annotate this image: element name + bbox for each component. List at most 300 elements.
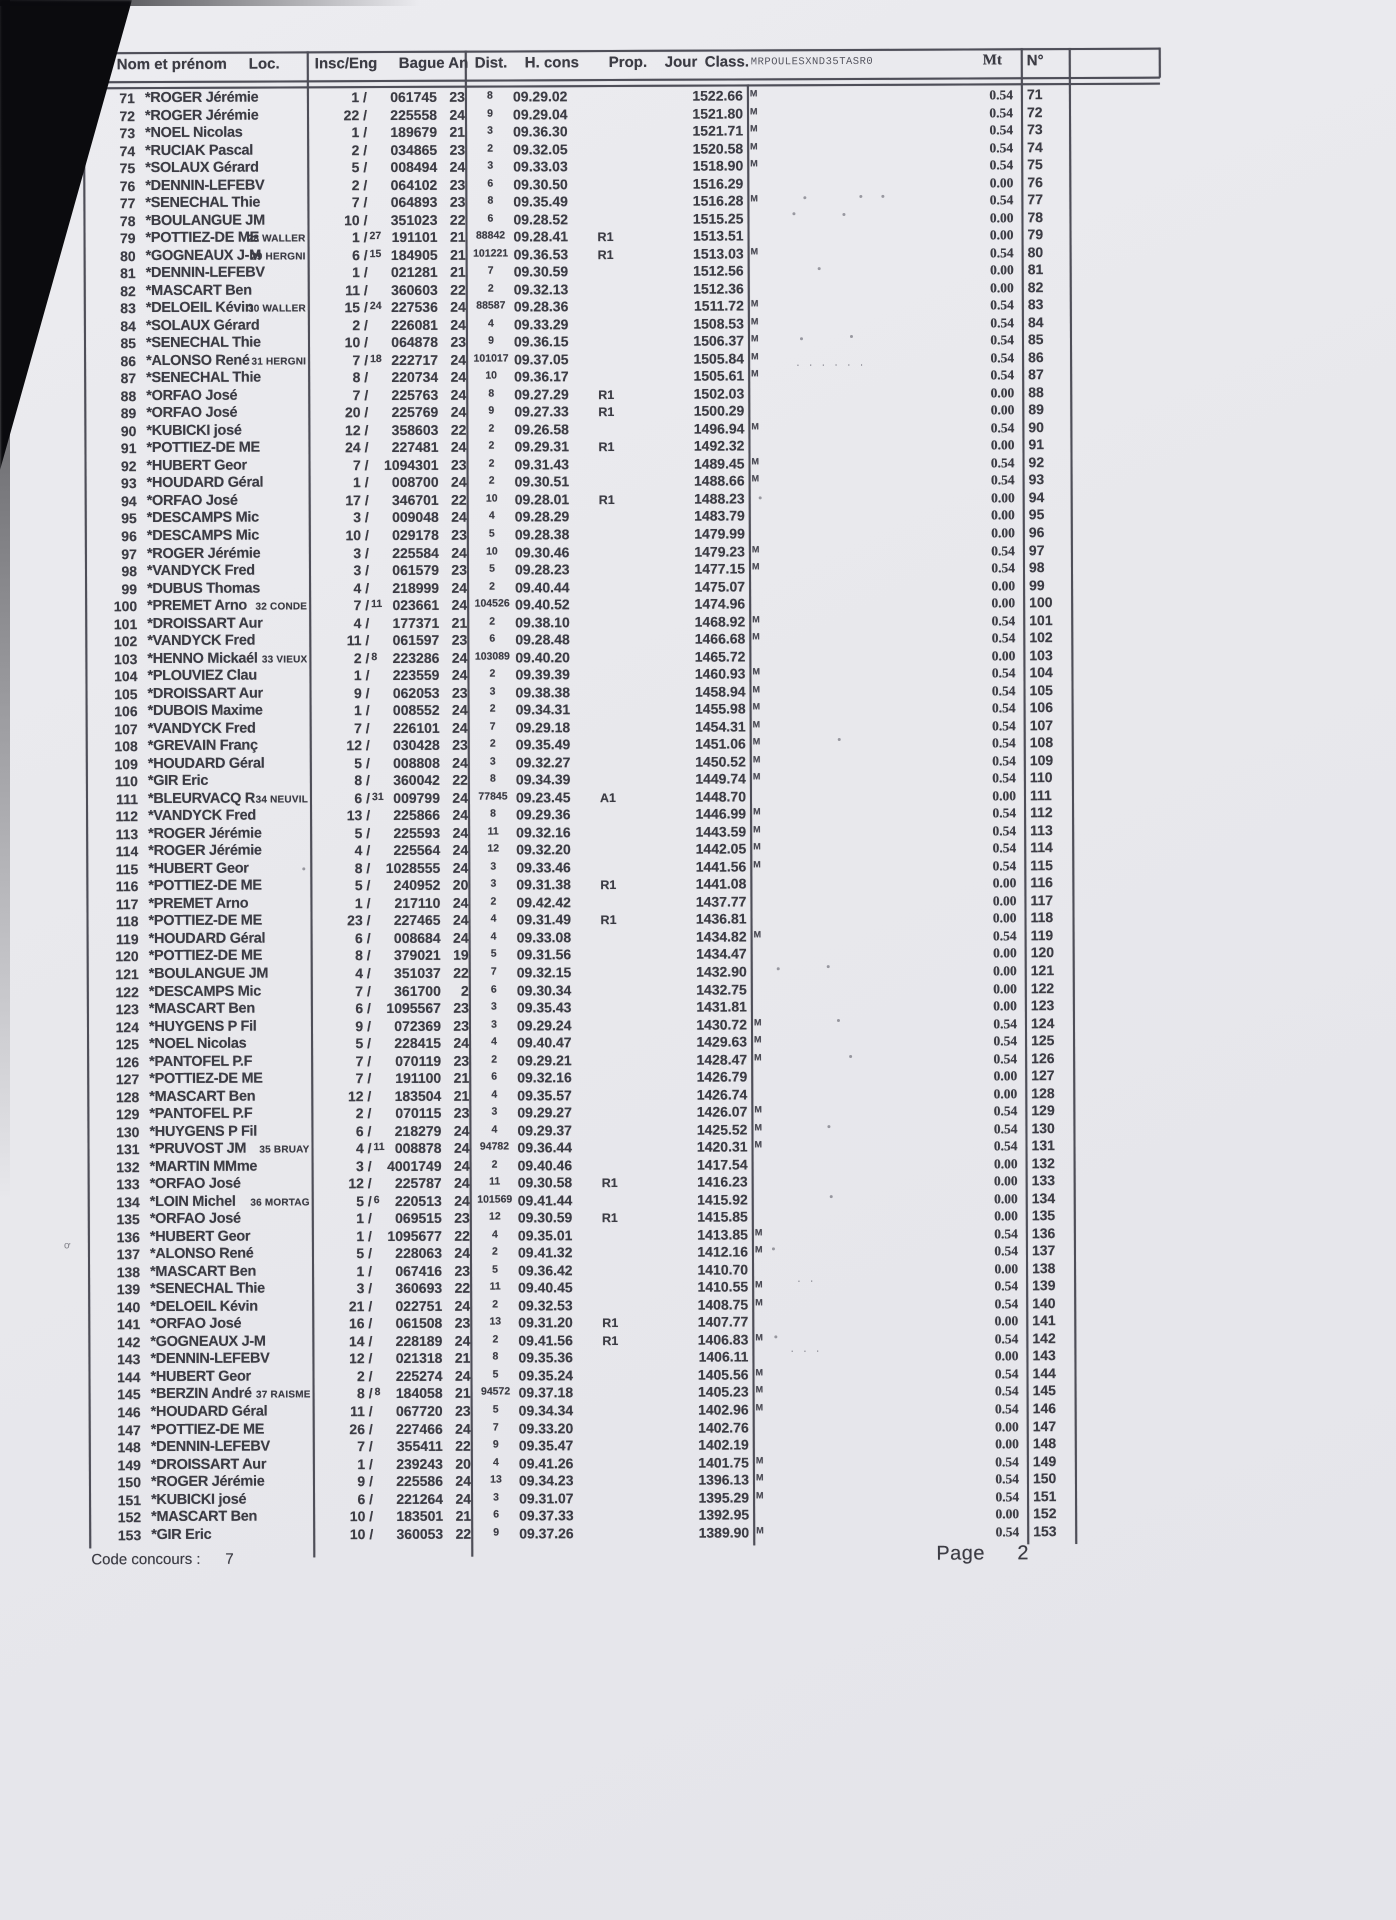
entered-count: 10 / bbox=[344, 334, 369, 351]
fancier-name: *HUYGENS P Fil bbox=[148, 1018, 257, 1035]
mt-amount: 0.00 bbox=[993, 1155, 1018, 1172]
mt-amount: 0.00 bbox=[994, 1208, 1018, 1224]
rank-cell: 138 bbox=[116, 1263, 141, 1281]
engaged-count-sup: 18 bbox=[370, 352, 382, 365]
speed-value: 1516.28 bbox=[692, 192, 744, 209]
distance-cell: 104526 bbox=[474, 597, 510, 610]
mt-amount: 0.00 bbox=[990, 385, 1015, 401]
ring-year: 20 bbox=[455, 1455, 471, 1472]
m-flag: M bbox=[751, 368, 759, 379]
distance-cell: 7 bbox=[489, 720, 496, 733]
fancier-name: *HUYGENS P Fil bbox=[149, 1123, 258, 1140]
ring-year: 23 bbox=[454, 1209, 470, 1226]
rank-cell: 71 bbox=[119, 90, 135, 107]
m-flag: M bbox=[754, 1051, 762, 1063]
m-flag: M bbox=[754, 1244, 763, 1255]
ring-number: 225787 bbox=[394, 1175, 442, 1192]
entered-count: 5 / bbox=[354, 754, 370, 771]
entered-count: 1 / bbox=[354, 894, 371, 912]
mt-amount: 0.00 bbox=[992, 893, 1017, 909]
ring-number: 184058 bbox=[395, 1385, 443, 1402]
distance-cell: 2 bbox=[491, 1053, 498, 1066]
ring-year: 23 bbox=[449, 141, 466, 158]
speed-value: 1483.79 bbox=[694, 507, 745, 525]
speed-value: 1513.51 bbox=[692, 227, 744, 244]
mt-amount: 0.54 bbox=[989, 122, 1014, 138]
m-flag: M bbox=[752, 613, 760, 625]
ring-year: 23 bbox=[449, 176, 466, 193]
ring-number: 225558 bbox=[390, 106, 438, 123]
distance-cell: 2 bbox=[488, 474, 495, 488]
clock-time: 09.27.33 bbox=[514, 403, 569, 420]
ring-number: 061579 bbox=[392, 561, 440, 579]
ring-year: 19 bbox=[453, 947, 469, 964]
rank-cell-right: 87 bbox=[1028, 366, 1044, 383]
m-flag: M bbox=[751, 561, 760, 572]
rank-cell-right: 110 bbox=[1029, 769, 1053, 786]
rank-cell: 137 bbox=[116, 1246, 141, 1263]
entered-count: 1 / bbox=[356, 1210, 372, 1227]
entered-count: 6 / bbox=[354, 930, 371, 947]
rank-cell-right: 100 bbox=[1029, 594, 1053, 611]
ring-number: 034865 bbox=[390, 141, 438, 158]
fancier-name: *VANDYCK Fred bbox=[146, 562, 255, 580]
clock-time: 09.31.07 bbox=[519, 1489, 574, 1507]
ring-year: 23 bbox=[453, 999, 469, 1016]
distance-cell: 2 bbox=[491, 1158, 498, 1171]
entered-count: 2 / bbox=[351, 176, 368, 193]
fancier-name: *ROGER Jérémie bbox=[144, 89, 259, 107]
speed-value: 1502.03 bbox=[693, 385, 745, 402]
clock-time: 09.37.26 bbox=[519, 1524, 574, 1542]
rank-cell: 88 bbox=[120, 387, 137, 405]
clock-time: 09.39.39 bbox=[515, 666, 570, 683]
distance-cell: 103089 bbox=[474, 650, 510, 663]
speed-value: 1468.92 bbox=[694, 613, 746, 630]
rank-cell-right: 89 bbox=[1028, 401, 1044, 418]
fancier-name: *PREMET Arno bbox=[148, 895, 249, 912]
ring-number: 021318 bbox=[395, 1350, 443, 1367]
ring-year: 24 bbox=[454, 1367, 471, 1384]
ring-number: 008878 bbox=[394, 1139, 442, 1157]
entered-count: 1 / bbox=[353, 702, 370, 719]
clock-time: 09.30.34 bbox=[516, 981, 572, 998]
clock-time: 09.35.49 bbox=[515, 736, 571, 753]
clock-time: 09.29.18 bbox=[515, 718, 571, 736]
rank-cell-right: 135 bbox=[1031, 1207, 1056, 1224]
rank-cell: 103 bbox=[113, 650, 138, 667]
ring-number: 225274 bbox=[395, 1367, 443, 1384]
mt-amount: 0.00 bbox=[995, 1418, 1019, 1434]
engaged-count-sup: 6 bbox=[373, 1193, 380, 1206]
entered-count: 6 / bbox=[354, 789, 371, 806]
distance-cell: 10 bbox=[485, 492, 498, 505]
ring-year: 22 bbox=[453, 964, 469, 981]
rank-cell-right: 144 bbox=[1032, 1365, 1056, 1382]
clock-time: 09.40.46 bbox=[517, 1156, 573, 1174]
entered-count: 1 / bbox=[356, 1262, 373, 1279]
clock-time: 09.32.53 bbox=[518, 1297, 573, 1314]
ring-number: 225593 bbox=[393, 824, 441, 841]
loc-cell: 35 BRUAY bbox=[259, 1144, 310, 1156]
rank-cell: 109 bbox=[114, 755, 138, 772]
rank-cell-right: 148 bbox=[1032, 1435, 1057, 1452]
prop-flag: R1 bbox=[602, 1333, 619, 1348]
speed-value: 1455.98 bbox=[694, 700, 746, 717]
mt-amount: 0.54 bbox=[991, 560, 1016, 576]
clock-time: 09.29.31 bbox=[514, 438, 569, 455]
mt-amount: 0.54 bbox=[995, 1488, 1020, 1504]
entered-count: 1 / bbox=[352, 264, 368, 281]
ring-number: 062053 bbox=[392, 684, 440, 701]
clock-time: 09.35.43 bbox=[516, 999, 572, 1016]
m-flag: M bbox=[755, 1402, 764, 1413]
mt-amount: 0.00 bbox=[991, 577, 1016, 593]
rank-cell-right: 73 bbox=[1027, 121, 1043, 138]
distance-cell: 2 bbox=[487, 142, 494, 155]
ring-year: 24 bbox=[452, 894, 469, 911]
fancier-name: *GREVAIN Franç bbox=[147, 737, 258, 755]
loc-cell: 32 CONDE bbox=[255, 601, 308, 613]
fancier-name: *DENNIN-LEFEBV bbox=[145, 177, 265, 194]
clock-time: 09.30.50 bbox=[513, 175, 568, 193]
rank-cell-right: 97 bbox=[1028, 541, 1045, 558]
distance-cell: 7 bbox=[492, 1421, 499, 1434]
entered-count: 9 / bbox=[357, 1473, 374, 1490]
mt-amount: 0.00 bbox=[991, 647, 1016, 664]
ring-number: 069515 bbox=[395, 1210, 442, 1227]
ring-year: 21 bbox=[454, 1385, 471, 1402]
mt-amount: 0.00 bbox=[993, 1068, 1018, 1084]
ring-number: 227465 bbox=[393, 912, 441, 929]
clock-time: 09.35.57 bbox=[517, 1086, 572, 1104]
ring-year: 24 bbox=[449, 106, 466, 123]
clock-time: 09.32.16 bbox=[516, 824, 571, 841]
rank-cell: 141 bbox=[116, 1316, 141, 1333]
speed-value: 1412.16 bbox=[697, 1243, 749, 1260]
ring-number: 225586 bbox=[396, 1472, 444, 1490]
speed-value: 1413.85 bbox=[697, 1226, 748, 1243]
speed-value: 1441.56 bbox=[695, 858, 747, 875]
clock-time: 09.28.23 bbox=[514, 561, 570, 578]
entered-count: 5 / bbox=[354, 877, 371, 894]
fancier-name: *VANDYCK Fred bbox=[148, 807, 256, 825]
speed-value: 1450.52 bbox=[695, 753, 746, 770]
ring-year: 24 bbox=[452, 859, 469, 876]
fancier-name: *SENECHAL Thie bbox=[145, 334, 261, 352]
mt-amount: 0.54 bbox=[990, 350, 1015, 366]
clock-time: 09.38.38 bbox=[515, 683, 571, 701]
mt-amount: 0.00 bbox=[994, 1261, 1019, 1277]
ring-year: 24 bbox=[454, 1244, 471, 1262]
mt-amount: 0.54 bbox=[991, 542, 1015, 558]
ring-year: 23 bbox=[450, 333, 467, 351]
ring-number: 008700 bbox=[391, 474, 439, 491]
mt-amount: 0.00 bbox=[994, 1348, 1019, 1364]
ring-year: 21 bbox=[450, 263, 466, 280]
rank-cell-right: 76 bbox=[1027, 173, 1043, 190]
entered-count: 10 / bbox=[344, 211, 368, 228]
ring-year: 21 bbox=[454, 1350, 471, 1367]
distance-cell: 2 bbox=[492, 1245, 498, 1258]
fancier-name: *POTTIEZ-DE ME bbox=[148, 877, 262, 895]
entered-count: 16 / bbox=[348, 1315, 373, 1332]
clock-time: 09.31.38 bbox=[516, 876, 571, 893]
fancier-name: *GIR Eric bbox=[147, 773, 209, 790]
ring-year: 24 bbox=[453, 1139, 470, 1156]
ink-speck bbox=[800, 337, 803, 340]
distance-cell: 9 bbox=[488, 404, 495, 417]
clock-time: 09.40.52 bbox=[515, 596, 570, 613]
ring-year: 24 bbox=[454, 1332, 471, 1349]
ring-year: 23 bbox=[453, 1017, 470, 1034]
fancier-name: *NOEL Nicolas bbox=[145, 124, 243, 142]
ink-speck bbox=[859, 195, 862, 198]
ring-number: 061597 bbox=[392, 631, 440, 649]
entered-count: 8 / bbox=[354, 772, 370, 789]
speed-value: 1416.23 bbox=[697, 1173, 748, 1190]
ink-speck bbox=[849, 1055, 852, 1058]
ring-number: 064102 bbox=[390, 176, 438, 193]
speed-value: 1402.76 bbox=[698, 1418, 749, 1436]
speed-value: 1420.31 bbox=[696, 1138, 748, 1155]
clock-time: 09.32.20 bbox=[516, 841, 571, 858]
clock-time: 09.34.31 bbox=[515, 701, 571, 718]
ring-year: 24 bbox=[455, 1420, 471, 1437]
entered-count: 3 / bbox=[353, 509, 369, 526]
rank-cell: 82 bbox=[120, 282, 136, 299]
entered-count: 3 / bbox=[355, 1157, 372, 1174]
ring-year: 24 bbox=[451, 509, 467, 526]
ring-number: 226101 bbox=[392, 719, 440, 736]
fancier-name: *PREMET Arno bbox=[147, 597, 247, 615]
rank-cell: 110 bbox=[115, 773, 138, 790]
rank-cell: 142 bbox=[116, 1334, 141, 1351]
fancier-name: *DELOEIL Kévin bbox=[150, 1298, 258, 1315]
mt-amount: 0.54 bbox=[993, 1103, 1018, 1119]
ring-number: 067720 bbox=[395, 1402, 443, 1419]
rank-cell: 116 bbox=[115, 878, 139, 895]
clock-time: 09.31.49 bbox=[516, 911, 572, 928]
ink-speck bbox=[837, 1019, 840, 1022]
rank-cell-right: 105 bbox=[1029, 681, 1053, 698]
scan-noise-dots bbox=[790, 1345, 822, 1357]
rank-cell: 118 bbox=[115, 913, 139, 930]
m-flag: M bbox=[749, 88, 758, 99]
ink-speck bbox=[827, 965, 830, 968]
speed-value: 1520.58 bbox=[692, 140, 744, 157]
mt-amount: 0.54 bbox=[992, 858, 1017, 874]
entered-count: 7 / bbox=[351, 194, 368, 211]
rank-cell: 134 bbox=[116, 1193, 140, 1210]
distance-cell: 8 bbox=[490, 807, 497, 820]
distance-cell: 3 bbox=[491, 1018, 497, 1031]
rank-cell: 74 bbox=[119, 142, 136, 159]
mt-amount: 0.54 bbox=[993, 1033, 1018, 1049]
clock-time: 09.34.23 bbox=[518, 1472, 574, 1489]
ring-number: 022751 bbox=[395, 1297, 443, 1314]
m-flag: M bbox=[753, 1016, 762, 1027]
entered-count: 4 / bbox=[353, 614, 370, 631]
speed-value: 1522.66 bbox=[692, 87, 743, 104]
distance-cell: 2 bbox=[490, 895, 497, 908]
fancier-name: *POTTIEZ-DE ME bbox=[146, 439, 260, 457]
m-flag: M bbox=[750, 193, 758, 204]
ring-year: 23 bbox=[454, 1315, 471, 1332]
distance-cell: 3 bbox=[490, 860, 497, 873]
entered-count: 14 / bbox=[348, 1332, 373, 1350]
fancier-name: *ROGER Jérémie bbox=[148, 842, 262, 860]
rank-cell-right: 128 bbox=[1031, 1084, 1055, 1101]
fancier-name: *DROISSART Aur bbox=[147, 685, 263, 702]
entered-count: 7 / bbox=[355, 982, 371, 999]
entered-count: 20 / bbox=[344, 404, 369, 421]
speed-value: 1443.59 bbox=[695, 823, 747, 840]
rank-cell: 81 bbox=[120, 265, 136, 282]
clock-time: 09.33.20 bbox=[518, 1419, 574, 1436]
ink-speck bbox=[881, 195, 884, 198]
rank-cell: 95 bbox=[121, 510, 137, 527]
entered-count: 10 / bbox=[345, 527, 369, 544]
ring-year: 24 bbox=[455, 1490, 472, 1507]
ring-number: 226081 bbox=[391, 316, 438, 333]
clock-time: 09.35.36 bbox=[518, 1349, 573, 1366]
m-flag: M bbox=[749, 105, 758, 116]
rank-cell-right: 122 bbox=[1030, 979, 1055, 996]
fancier-name: *DESCAMPS Mic bbox=[146, 510, 259, 527]
m-flag: M bbox=[752, 631, 760, 642]
mt-amount: 0.54 bbox=[990, 420, 1015, 436]
entered-count: 5 / bbox=[351, 159, 368, 176]
clock-time: 09.32.05 bbox=[513, 140, 568, 158]
distance-cell: 2 bbox=[492, 1333, 499, 1346]
ring-year: 23 bbox=[451, 684, 468, 701]
rank-cell-right: 80 bbox=[1027, 243, 1044, 260]
rank-cell: 126 bbox=[115, 1053, 140, 1070]
rank-cell-right: 77 bbox=[1027, 191, 1043, 208]
fancier-name: *DESCAMPS Mic bbox=[146, 527, 260, 545]
scan-edge-shadow bbox=[0, 0, 10, 1200]
distance-cell: 2 bbox=[489, 615, 496, 628]
fancier-name: *PRUVOST JM bbox=[149, 1140, 247, 1158]
rank-cell: 87 bbox=[120, 370, 137, 387]
clock-time: 09.29.02 bbox=[512, 88, 568, 105]
ring-number: 222717 bbox=[391, 351, 439, 368]
col-header-name: Nom et prénom bbox=[116, 55, 227, 74]
mt-amount: 0.54 bbox=[994, 1331, 1019, 1347]
speed-value: 1446.99 bbox=[695, 805, 747, 822]
rank-cell: 97 bbox=[121, 545, 137, 562]
rank-cell-right: 145 bbox=[1032, 1382, 1056, 1399]
distance-cell: 5 bbox=[492, 1368, 499, 1381]
fancier-name: *POTTIEZ-DE ME bbox=[148, 913, 262, 930]
fancier-name: *BERZIN André bbox=[150, 1386, 252, 1403]
fancier-name: *POTTIEZ-DE ME bbox=[148, 948, 263, 965]
entered-count: 1 / bbox=[351, 124, 368, 141]
rank-cell-right: 106 bbox=[1029, 699, 1053, 716]
entered-count: 7 / bbox=[357, 1438, 373, 1455]
rank-cell: 106 bbox=[114, 703, 138, 720]
speed-value: 1406.83 bbox=[697, 1331, 749, 1348]
distance-cell: 4 bbox=[487, 317, 494, 330]
fancier-name: *VANDYCK Fred bbox=[147, 632, 256, 650]
clock-time: 09.28.41 bbox=[513, 228, 569, 245]
ring-year: 24 bbox=[450, 404, 467, 421]
m-flag: M bbox=[754, 1104, 762, 1115]
speed-value: 1431.81 bbox=[696, 998, 747, 1015]
ring-year: 24 bbox=[454, 1192, 470, 1209]
mt-amount: 0.54 bbox=[991, 665, 1016, 681]
fancier-name: *DUBUS Thomas bbox=[147, 580, 261, 597]
rank-cell-right: 126 bbox=[1031, 1049, 1055, 1066]
distance-cell: 2 bbox=[489, 667, 496, 680]
ring-number: 008684 bbox=[393, 929, 441, 946]
speed-value: 1508.53 bbox=[693, 315, 744, 332]
rank-cell: 121 bbox=[115, 966, 139, 983]
rank-cell-right: 149 bbox=[1032, 1452, 1057, 1469]
scan-noise-dots bbox=[796, 359, 866, 371]
rank-cell: 115 bbox=[115, 860, 139, 878]
m-flag: M bbox=[755, 1367, 764, 1378]
ring-number: 008552 bbox=[392, 701, 440, 719]
speed-value: 1441.08 bbox=[695, 875, 747, 893]
ring-year: 24 bbox=[453, 1122, 470, 1139]
m-flag: M bbox=[755, 1332, 763, 1343]
speed-value: 1402.96 bbox=[698, 1401, 749, 1418]
fancier-name: *HOUDARD Géral bbox=[146, 474, 264, 492]
col-header-insc-eng: Insc/Eng bbox=[314, 55, 378, 73]
speed-value: 1417.54 bbox=[696, 1156, 748, 1173]
distance-cell: 101569 bbox=[477, 1193, 513, 1206]
m-flag: M bbox=[752, 684, 761, 695]
mt-amount: 0.54 bbox=[994, 1296, 1019, 1312]
mt-amount: 0.00 bbox=[989, 209, 1014, 226]
mt-amount: 0.54 bbox=[992, 805, 1017, 821]
rank-cell-right: 83 bbox=[1027, 296, 1044, 313]
rank-cell-right: 121 bbox=[1030, 962, 1055, 979]
clock-time: 09.33.03 bbox=[513, 158, 568, 175]
distance-cell: 4 bbox=[491, 1088, 498, 1101]
entered-count: 2 / bbox=[353, 649, 370, 666]
entered-count: 23 / bbox=[347, 912, 371, 929]
fancier-name: *ORFAO José bbox=[146, 387, 238, 404]
clock-time: 09.28.36 bbox=[513, 298, 569, 315]
distance-cell: 4 bbox=[490, 912, 497, 926]
speed-value: 1505.61 bbox=[693, 367, 745, 384]
mt-amount: 0.54 bbox=[989, 192, 1014, 208]
m-flag: M bbox=[751, 473, 760, 484]
clock-time: 09.41.32 bbox=[517, 1244, 573, 1261]
mt-amount: 0.00 bbox=[991, 525, 1015, 541]
speed-value: 1434.82 bbox=[695, 928, 747, 945]
rank-cell-right: 103 bbox=[1029, 646, 1053, 663]
rank-cell: 114 bbox=[115, 843, 139, 860]
ring-year: 23 bbox=[449, 193, 466, 210]
clock-time: 09.40.20 bbox=[515, 648, 570, 666]
speed-value: 1500.29 bbox=[693, 402, 745, 420]
speed-value: 1516.29 bbox=[692, 175, 744, 192]
fancier-name: *ROGER Jérémie bbox=[144, 107, 259, 124]
speed-value: 1515.25 bbox=[692, 210, 744, 227]
clock-time: 09.36.17 bbox=[514, 368, 569, 385]
distance-cell: 3 bbox=[490, 877, 497, 890]
col-header-dist: Dist. bbox=[474, 54, 508, 72]
rank-cell: 93 bbox=[121, 475, 137, 492]
rank-cell-right: 101 bbox=[1029, 611, 1053, 628]
rank-cell-right: 125 bbox=[1031, 1032, 1055, 1049]
loc-cell: 31 HERGNI bbox=[251, 356, 307, 368]
distance-cell: 2 bbox=[488, 422, 495, 435]
